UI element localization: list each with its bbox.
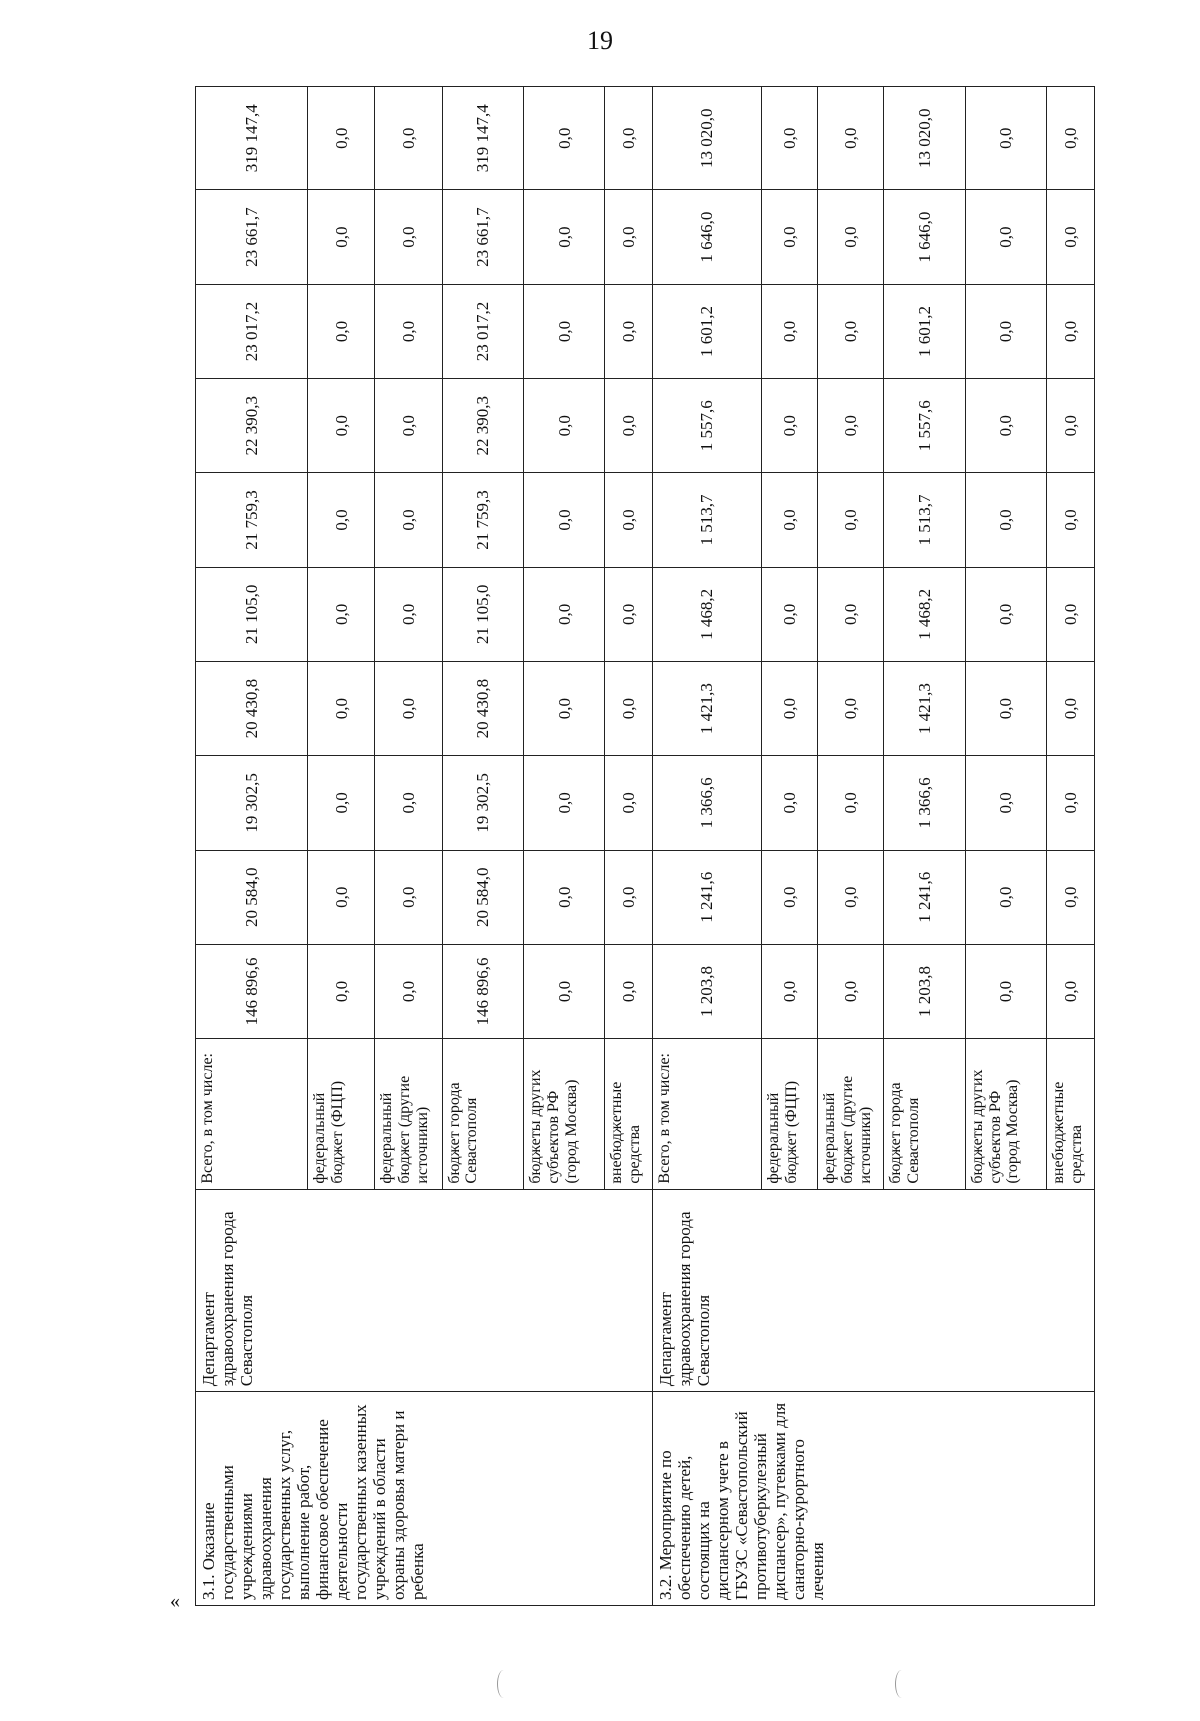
year-value-cell: 0,0: [375, 661, 442, 755]
total-value-cell: 0,0: [761, 87, 817, 190]
year-value-cell: 20 430,8: [442, 661, 523, 755]
year-value-cell: 0,0: [818, 944, 884, 1038]
year-value-cell: 0,0: [523, 284, 604, 378]
year-value-cell: 23 017,2: [442, 284, 523, 378]
year-value-cell: 1 366,6: [884, 756, 965, 850]
funding-source-cell: Всего, в том числе:: [653, 1039, 762, 1189]
year-value-cell: 0,0: [818, 850, 884, 944]
total-value-cell: 13 020,0: [884, 87, 965, 190]
year-value-cell: 23 661,7: [442, 190, 523, 284]
year-value-cell: 0,0: [605, 190, 653, 284]
year-value-cell: 0,0: [523, 379, 604, 473]
year-value-cell: 0,0: [307, 190, 374, 284]
year-value-cell: 0,0: [307, 567, 374, 661]
year-value-cell: 0,0: [307, 850, 374, 944]
year-value-cell: 1 203,8: [653, 944, 762, 1038]
year-value-cell: 0,0: [375, 756, 442, 850]
year-value-cell: 0,0: [1047, 944, 1095, 1038]
year-value-cell: 20 430,8: [196, 661, 308, 755]
year-value-cell: 20 584,0: [442, 850, 523, 944]
year-value-cell: 0,0: [605, 379, 653, 473]
year-value-cell: 0,0: [965, 661, 1046, 755]
page-number: 19: [587, 26, 613, 55]
total-value-cell: 13 020,0: [653, 87, 762, 190]
year-value-cell: 0,0: [965, 756, 1046, 850]
year-value-cell: 23 017,2: [196, 284, 308, 378]
year-value-cell: 22 390,3: [442, 379, 523, 473]
year-value-cell: 1 513,7: [653, 473, 762, 567]
year-value-cell: 0,0: [1047, 661, 1095, 755]
funding-source-cell: бюджеты других субъектов РФ (город Москва): [965, 1039, 1046, 1189]
year-value-cell: 22 390,3: [196, 379, 308, 473]
year-value-cell: 0,0: [1047, 284, 1095, 378]
year-value-cell: 0,0: [761, 944, 817, 1038]
measure-name-cell: 3.1. Оказание государственными учреждениями здравоохранения государственных услуг, выполнение работ, финансовое обеспечение деятельности государственных казенных учреждений в области охраны здоровья матери и ребенка: [196, 1392, 653, 1606]
year-value-cell: 0,0: [605, 473, 653, 567]
year-value-cell: 1 646,0: [653, 190, 762, 284]
year-value-cell: 0,0: [375, 850, 442, 944]
year-value-cell: 0,0: [375, 567, 442, 661]
year-value-cell: 21 759,3: [196, 473, 308, 567]
year-value-cell: 0,0: [761, 756, 817, 850]
year-value-cell: 0,0: [818, 567, 884, 661]
total-value-cell: 0,0: [307, 87, 374, 190]
year-value-cell: 0,0: [965, 284, 1046, 378]
year-value-cell: 0,0: [818, 284, 884, 378]
year-value-cell: 0,0: [761, 379, 817, 473]
year-value-cell: 0,0: [761, 661, 817, 755]
year-value-cell: 0,0: [523, 567, 604, 661]
year-value-cell: 0,0: [761, 567, 817, 661]
year-value-cell: 0,0: [818, 190, 884, 284]
total-value-cell: 319 147,4: [196, 87, 308, 190]
year-value-cell: 0,0: [965, 190, 1046, 284]
measure-name-cell: 3.2. Мероприятие по обеспечению детей, состоящих на диспансерном учете в ГБУЗС «Севастопольский противотуберкулезный диспансер», путевками для санаторно-курортного лечения: [653, 1392, 1095, 1606]
year-value-cell: 146 896,6: [442, 944, 523, 1038]
funding-source-cell: федеральный бюджет (другие источники): [375, 1039, 442, 1189]
year-value-cell: 0,0: [523, 944, 604, 1038]
year-value-cell: 0,0: [523, 661, 604, 755]
year-value-cell: 0,0: [605, 567, 653, 661]
year-value-cell: 0,0: [605, 661, 653, 755]
year-value-cell: 0,0: [818, 756, 884, 850]
year-value-cell: 0,0: [965, 567, 1046, 661]
year-value-cell: 0,0: [1047, 190, 1095, 284]
year-value-cell: 0,0: [965, 379, 1046, 473]
executor-cell: Департамент здравоохранения города Севастополя: [653, 1189, 1095, 1392]
year-value-cell: 0,0: [965, 850, 1046, 944]
funding-source-cell: внебюджетные средства: [1047, 1039, 1095, 1189]
year-value-cell: 0,0: [307, 944, 374, 1038]
table-row: [196, 87, 308, 1606]
year-value-cell: 0,0: [761, 190, 817, 284]
year-value-cell: 0,0: [761, 473, 817, 567]
table-body: [196, 87, 1095, 1606]
total-value-cell: 0,0: [818, 87, 884, 190]
year-value-cell: 0,0: [818, 661, 884, 755]
year-value-cell: 1 468,2: [884, 567, 965, 661]
year-value-cell: 0,0: [523, 473, 604, 567]
year-value-cell: 20 584,0: [196, 850, 308, 944]
year-value-cell: 1 366,6: [653, 756, 762, 850]
year-value-cell: 0,0: [375, 190, 442, 284]
year-value-cell: 23 661,7: [196, 190, 308, 284]
year-value-cell: 0,0: [1047, 473, 1095, 567]
year-value-cell: 0,0: [307, 661, 374, 755]
year-value-cell: 0,0: [375, 284, 442, 378]
year-value-cell: 0,0: [307, 756, 374, 850]
funding-source-cell: федеральный бюджет (ФЦП): [307, 1039, 374, 1189]
year-value-cell: 1 421,3: [653, 661, 762, 755]
year-value-cell: 0,0: [605, 756, 653, 850]
year-value-cell: 0,0: [523, 850, 604, 944]
funding-source-cell: Всего, в том числе:: [196, 1039, 308, 1189]
year-value-cell: 0,0: [375, 944, 442, 1038]
year-value-cell: 19 302,5: [442, 756, 523, 850]
year-value-cell: 0,0: [761, 850, 817, 944]
year-value-cell: 1 203,8: [884, 944, 965, 1038]
year-value-cell: 19 302,5: [196, 756, 308, 850]
opening-quote-mark: «: [170, 1590, 180, 1612]
year-value-cell: 0,0: [1047, 379, 1095, 473]
total-value-cell: 0,0: [965, 87, 1046, 190]
year-value-cell: 21 759,3: [442, 473, 523, 567]
year-value-cell: 0,0: [375, 379, 442, 473]
funding-source-cell: федеральный бюджет (другие источники): [818, 1039, 884, 1189]
year-value-cell: 0,0: [307, 284, 374, 378]
year-value-cell: 0,0: [761, 284, 817, 378]
year-value-cell: 21 105,0: [442, 567, 523, 661]
year-value-cell: 0,0: [605, 284, 653, 378]
budget-table: [195, 86, 1095, 1606]
year-value-cell: 1 601,2: [884, 284, 965, 378]
year-value-cell: 0,0: [1047, 756, 1095, 850]
year-value-cell: 146 896,6: [196, 944, 308, 1038]
year-value-cell: 0,0: [965, 473, 1046, 567]
year-value-cell: 1 513,7: [884, 473, 965, 567]
funding-source-cell: федеральный бюджет (ФЦП): [761, 1039, 817, 1189]
year-value-cell: 0,0: [605, 850, 653, 944]
year-value-cell: 0,0: [1047, 850, 1095, 944]
year-value-cell: 1 557,6: [653, 379, 762, 473]
executor-cell: Департамент здравоохранения города Севастополя: [196, 1189, 653, 1392]
funding-source-cell: бюджет города Севастополя: [884, 1039, 965, 1189]
rotated-table-container: [195, 86, 1095, 1606]
funding-source-cell: бюджет города Севастополя: [442, 1039, 523, 1189]
year-value-cell: 0,0: [1047, 567, 1095, 661]
year-value-cell: 0,0: [375, 473, 442, 567]
funding-source-cell: внебюджетные средства: [605, 1039, 653, 1189]
total-value-cell: 0,0: [523, 87, 604, 190]
year-value-cell: 0,0: [307, 379, 374, 473]
margin-mark-right: [895, 1670, 908, 1698]
total-value-cell: 0,0: [375, 87, 442, 190]
year-value-cell: 21 105,0: [196, 567, 308, 661]
year-value-cell: 1 241,6: [653, 850, 762, 944]
year-value-cell: 1 601,2: [653, 284, 762, 378]
year-value-cell: 0,0: [818, 379, 884, 473]
total-value-cell: 319 147,4: [442, 87, 523, 190]
year-value-cell: 0,0: [605, 944, 653, 1038]
margin-mark-left: [497, 1670, 510, 1698]
total-value-cell: 0,0: [1047, 87, 1095, 190]
year-value-cell: 0,0: [523, 190, 604, 284]
funding-source-cell: бюджеты других субъектов РФ (город Москва): [523, 1039, 604, 1189]
total-value-cell: 0,0: [605, 87, 653, 190]
year-value-cell: 0,0: [523, 756, 604, 850]
year-value-cell: 1 468,2: [653, 567, 762, 661]
year-value-cell: 0,0: [818, 473, 884, 567]
year-value-cell: 0,0: [965, 944, 1046, 1038]
year-value-cell: 1 557,6: [884, 379, 965, 473]
year-value-cell: 0,0: [307, 473, 374, 567]
year-value-cell: 1 241,6: [884, 850, 965, 944]
table-row: [653, 87, 762, 1606]
year-value-cell: 1 421,3: [884, 661, 965, 755]
year-value-cell: 1 646,0: [884, 190, 965, 284]
